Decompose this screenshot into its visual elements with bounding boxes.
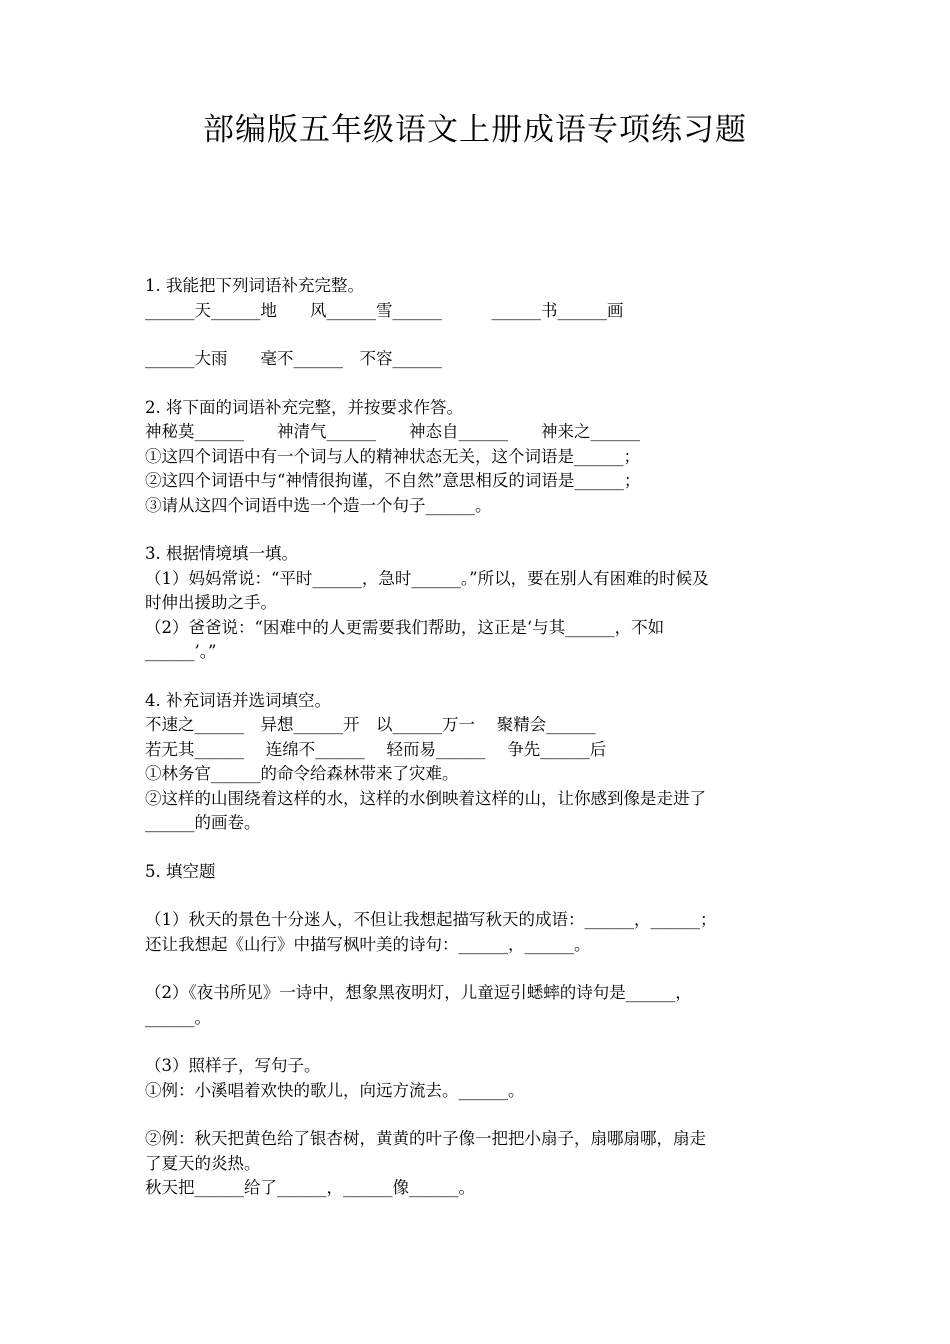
page-title: 部编版五年级语文上册成语专项练习题 (203, 112, 747, 148)
q5-item-3: （3）照样子，写句子。 (145, 1056, 321, 1075)
blank-line (145, 665, 807, 689)
blank-line (145, 836, 807, 860)
q4-item-1: ①林务官______的命令给森林带来了灾难。 (145, 764, 459, 783)
q1-row-1: ______天______地 风______雪______ ______书______画 (145, 300, 624, 320)
q5-heading: 5. 填空题 (145, 861, 216, 881)
q3-item-2a: （2）爸爸说：“困难中的人更需要我们帮助，这正是‘与其______，不如 (145, 617, 665, 637)
blank-line (145, 372, 807, 396)
q4-words-1: 不速之______ 异想______开 以______万一 聚精会______ (145, 715, 596, 734)
q5-example-1: ①例：小溪唱着欢快的歌儿，向远方流去。______。 (145, 1080, 525, 1100)
q4-words-2: 若无其______ 连绵不______ 轻而易______ 争先______后 (145, 739, 607, 759)
q2-item-2: ②这四个词语中与“神情很拘谨，不自然”意思相反的词语是______； (145, 471, 641, 490)
q5-item-1a: （1）秋天的景色十分迷人，不但让我想起描写秋天的成语：______，______； (145, 910, 717, 929)
q5-item-1b: 还让我想起《山行》中描写枫叶美的诗句：______，______。 (145, 934, 591, 954)
q5-item-2b: ______。 (145, 1007, 211, 1027)
q5-item-2a: （2）《夜书所见》一诗中，想象黑夜明灯，儿童逗引蟋蟀的诗句是______， (145, 983, 692, 1002)
q1-row-2: ______大雨 毫不______ 不容______ (145, 349, 442, 368)
q2-words: 神秘莫______ 神清气______ 神态自______ 神来之______ (145, 422, 640, 441)
blank-line (145, 884, 807, 908)
q3-heading: 3. 根据情境填一填。 (145, 544, 298, 563)
blank-line (145, 323, 807, 347)
q5-example-2c: 秋天把______给了______，______像______。 (145, 1178, 475, 1197)
blank-line (145, 1030, 807, 1054)
q1-heading: 1. 我能把下列词语补充完整。 (145, 276, 364, 295)
document-body (145, 274, 807, 1201)
q4-heading: 4. 补充词语并选词填空。 (145, 690, 331, 710)
blank-line (145, 518, 807, 542)
q3-item-1a: （1）妈妈常说：“平时______，急时______。”所以，要在别人有困难的时候及 (145, 568, 709, 588)
q3-item-1b: 时伸出援助之手。 (145, 593, 277, 612)
blank-line (145, 957, 807, 981)
q2-item-1: ①这四个词语中有一个词与人的精神状态无关，这个词语是______； (145, 446, 640, 466)
q5-example-2b: 了夏天的炎热。 (145, 1153, 261, 1173)
q2-heading: 2. 将下面的词语补充完整，并按要求作答。 (145, 397, 463, 417)
q4-item-2b: ______的画卷。 (145, 813, 261, 832)
q4-item-2a: ②这样的山围绕着这样的水，这样的水倒映着这样的山，让你感到像是走进了 (145, 788, 706, 808)
blank-line (145, 1103, 807, 1127)
q5-example-2a: ②例：秋天把黄色给了银杏树，黄黄的叶子像一把把小扇子，扇哪扇哪，扇走 (145, 1129, 706, 1148)
q2-item-3: ③请从这四个词语中选一个造一个句子______。 (145, 495, 492, 515)
q3-item-2b: ______’。” (145, 642, 217, 661)
